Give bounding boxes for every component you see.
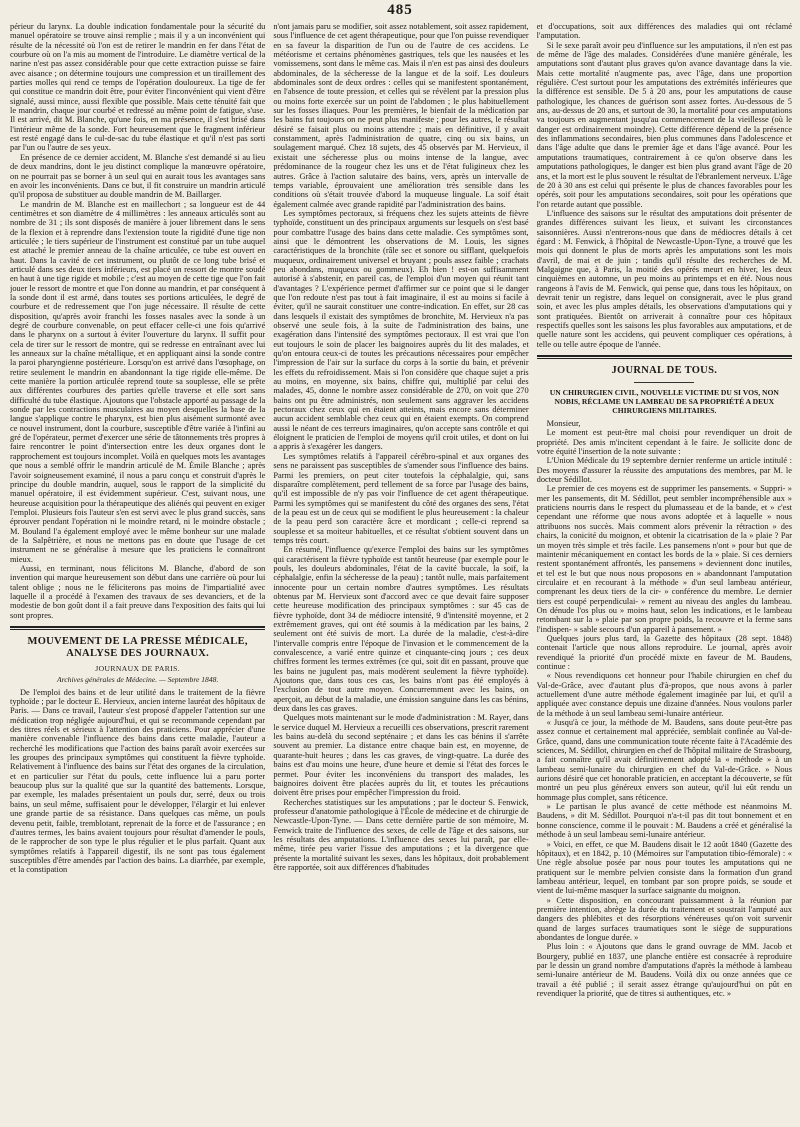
page-number: 485 (387, 2, 413, 18)
paragraph: » Voici, en effet, ce que M. Baudens disait le 12 août 1840 (Gazette des hôpitaux), et en 1842, p. 10 (Mémoires sur l'amputation tibio-fémorale) : « Une règle absolue posée par nous pour toutes les amputations qui ne pratiquent sur le membre pelvien consiste dans la formation d'un grand lambeau antérieur, lequel, en tombant par son propre poids, se soude et vient de lui-même masquer la surface saignante du moignon. (536, 839, 792, 896)
paragraph: Les symptômes pectoraux, si fréquens chez les sujets atteints de fièvre typhoïde, constituent un des principaux arguments sur lesquels on s'est basé pour combattre l'usage des bains dans cette maladie. Ces symptômes sont, ainsi que le démontrent les observations de M. Louis, les signes caractéristiques de la bronchite (râle sec et sonore ou sifflant, quelquefois muqueux, ordinairement universel et bruyant ; pouls assez faible ; crachats peu abondans, muqueux ou gommeux). Eh bien ! est-on suffisamment autorisé à s'abstenir, en pareil cas, de l'emploi d'un moyen qui réunit tant d'avantages ? L'expérience permet d'affirmer sur ce point que si le danger que l'on redoute n'est pas tout à fait imaginaire, il est au moins si facile à éviter, qu'il ne saurait constituer une contre-indication. En effet, sur 28 cas dans lesquels il existait des symptômes de bronchite, M. Hervieux n'a pas observé une seule fois, à la suite de l'administration des bains, une exagération dans l'intensité des symptômes pectoraux. Il est vrai que l'on eut toujours le soin de placer les baignoires auprès du lit des malades, et qu'on entoura ceux-ci de toutes les précautions nécessaires pour empêcher l'impression de l'air sur la surface du corps à la sortie du bain, et prévenir les effets du refroidissement. Mais si l'on considère que chaque sujet a pris au moins, en moyenne, six bains, chiffre qui, multiplié par celui des malades, 45, donne le nombre assez considérable de 270, on voit que 270 bains ont pu être administrés, non seulement sans aggraver les accidens pectoraux chez ceux qui en étaient atteints, mais encore sans déterminer aucun accident semblable chez ceux qui en étaient exempts. On comprend aussi le néant de ces terreurs imaginaires, qu'on accepte sans contrôle et qui éloignent le praticien de l'emploi de moyens qu'il croit utiles, et dont on lui a appris à s'exagérer les dangers. (273, 208, 529, 452)
section-title: JOURNAL DE TOUS. (611, 365, 718, 377)
paragraph: En résumé, l'influence qu'exerce l'emploi des bains sur les symptômes qui caractérisent la fièvre typhoïde est tantôt heureuse (par exemple pour le pouls, les douleurs abdominales, l'état de la cavité buccale, la soif, la céphalalgie, enfin la sécheresse de la peau) ; tantôt nulle, mais parfaitement innocente pour un certain nombre d'autres symptômes. Les résultats obtenus par M. Hervieux sont d'accord avec ce que devait faire supposer cette heureuse modification des principaux symptômes : sur 45 cas de fièvre typhoïde, dont 34 de médiocre intensité, 9 d'intensité moyenne, et 2 extrêmement graves, qui ont été soumis à la médication par les bains, 2 seulement ont été suivis de mort. La durée de la maladie, c'est-à-dire l'intervalle compris entre l'époque de l'invasion et le commencement de la convalescence, a varié entre quinze et cinquante-cinq jours ; ces deux chiffres forment les termes extrêmes (ce qui, soit dit en passant, prouve que les bains ne jugulent pas, mais modèrent seulement la fièvre typhoïde). Ajoutons que, dans tous ces cas, les bains n'ont pas été employés à l'exclusion de tout autre moyen. Concurremment avec les bains, on aperçoit, au début de la maladie, une émission sanguine dans les cas bénins, deux dans les cas graves. (273, 545, 529, 714)
column-2 (273, 22, 528, 1123)
section-rule-thin (537, 358, 792, 359)
paragraph: « Nous revendiquons cet honneur pour l'habile chirurgien en chef du Val-de-Grâce, avec d'autant plus d'à-propos, que nous avons à parler actuellement d'une autre méthode également imaginée par lui, et qu'il a appliquée avec constance depuis une dizaine d'années. Nous voulons parler de la méthode à un seul lambeau semi-lunaire antérieur. (536, 671, 792, 718)
paragraph: Quelques mots maintenant sur le mode d'administration : M. Rayer, dans le service duquel M. Hervieux a recueilli ces observations, prescrit rarement les bains au-delà du second septénaire ; et dans les cas bénins il s'arrête souvent au premier. La distance entre chaque bain est, en moyenne, de quarante-huit heures ; dans les cas graves, de vingt-quatre. La durée des bains est d'au moins une heure, d'une heure et demie si l'état des forces le permet. Pour éviter les inconvéniens du transport des malades, les baignoires doivent être placées auprès du lit, et toutes les précautions doivent être prises pour empêcher l'impression du froid. (273, 713, 529, 798)
section-rule (537, 355, 792, 357)
paragraph: Quelques jours plus tard, la Gazette des hôpitaux (28 sept. 1848) contenait l'article que nous allons reproduire. Le journal, après avoir revendiqué la priorité d'un procédé mixte en faveur de M. Baudens, continue : (536, 633, 792, 671)
section-rule-thin (10, 629, 265, 630)
paragraph: En présence de ce dernier accident, M. Blanche s'est demandé si au lieu de deux mandrins, dont le jeu distinct complique la manœuvre opératoire, on ne pourrait pas se borner à un seul qui en aurait tous les avantages sans en avoir les inconvénients. Dans ce but, il fit construire un mandrin articulé qu'il proposa de substituer au double mandrin de M. Baillarger. (10, 152, 266, 200)
paragraph: périeur du larynx. La double indication fondamentale pour la sécurité du manuel opératoire se trouve ainsi remplie ; mais il y a un inconvénient qui résulte de la nécessité où l'on est de retirer le mandrin en fer dans l'état de courbure où on l'a mis au moment de l'introduire. Le diamètre vertical de la narine n'est pas assez considérable pour que cette extraction puisse se faire avec aisance ; on détermine toujours une compression et un tiraillement des parties molles qui rend ce temps de l'opération douloureux. La tige de fer qui constitue ce mandrin doit être, pour éviter l'inconvénient qui vient d'être signalé, aussi mince, aussi flexible que possible. Mais cette ténuité fait que le mandrin, chaque jour courbé et redressé au même point de fatigue, s'use. Il est arrivé, dit M. Blanche, qu'une fois, en ma présence, il s'est brisé dans l'intérieur même de la sonde. Fort heureusement que le fragment inférieur est resté engagé dans le cul-de-sac du tube élastique et qu'il n'est pas sorti par l'un ou l'autre de ses yeux. (10, 22, 266, 153)
divider (634, 382, 694, 383)
paragraph: « Jusqu'à ce jour, la méthode de M. Baudens, sans doute peut-être pas assez connue et certainement mal appréciée, semblait confinée au Val-de-Grâce, quand, dans une communication toute récente faite à l'Académie des sciences, M. Sédillot, chirurgien en chef de l'hôpital militaire de Strasbourg, a fait connaître qu'il avait définitivement adopté la « méthode » à un lambeau semi-lunaire du chirurgien en chef du Val-de-Grâce. » Nous aurions désiré que cet honorable praticien, en acceptant la découverte, se fût montré un peu plus généreux envers son auteur, qu'il lui eût rendu un hommage plus complet, sans réticence. (536, 718, 792, 802)
paragraph: et d'occupations, soit aux différences des maladies qui ont réclamé l'amputation. (536, 22, 792, 41)
source-line: Archives générales de Médecine. — Septembre 1848. (56, 675, 219, 685)
letter-heading: UN CHIRURGIEN CIVIL, NOUVELLE VICTIME DU SI VOS, NON NOBIS, RÉCLAME UN LAMBEAU DE SA PROPRIÉTÉ A DEUX CHIRURGIENS MILITAIRES. (549, 388, 779, 416)
section-subtitle: JOURNAUX DE PARIS. (95, 664, 181, 673)
paragraph: De l'emploi des bains et de leur utilité dans le traitement de la fièvre typhoïde ; par le docteur E. Hervieux, ancien interne lauréat des hôpitaux de Paris. — Dans ce travail, l'auteur s'est proposé d'appeler l'attention sur une médication trop négligée aujourd'hui, et qui se recommande cependant par des titres réels et sérieux à l'attention des praticiens. Pour apprécier d'une manière convenable l'influence des bains dans cette maladie, l'auteur a recherché les modifications que l'action des bains paraît avoir exercées sur les groupes des principaux symptômes qui constituent la fièvre typhoïde. Relativement à l'influence des bains sur l'état des organes de la circulation, et en particulier sur l'état du pouls, cette influence lui a paru porter beaucoup plus sur la qualité que sur la quantité des battements. Lorsque, par exemple, les malades présentaient un pouls dur, serré, deux ou trois bains, un seul même, suffisaient pour le développer, l'élargir et lui enlever une grande partie de sa résistance. Dans quelques cas même, un pouls devenu petit, faible, tremblotant, reprenait de la force et de l'assurance ; en d'autres termes, les bains avaient toujours pour résultat d'amender le pouls, de le rapprocher de son type le plus régulier et le plus parfait. Quant aux symptômes relatifs à l'appareil digestif, ils ne sont pas tous également susceptibles d'être amendés par l'action des bains. La diarrhée, par exemple, et la constipation (10, 687, 266, 875)
paragraph: L'influence des saisons sur le résultat des amputations doit présenter de grandes différences suivant les lieux, et suivant les circonstances saisonnières. Aussi n'entrerons-nous que dans de médiocres détails à cet égard : M. Fenwick, à l'hôpital de Newcastle-Upon-Tyne, a trouvé que les mois qui donnent le plus de morts après les amputations sont les mois d'avril, de mai et de juin ; tandis qu'il résulte des recherches de M. Malgaigne que, à Paris, la moitié des opérés meurt en hiver, les deux cinquièmes en automne, un peu moins au printemps et en été. Nous nous rangeons à l'avis de M. Fenwick, qui pense que, dans tous les hôpitaux, on devrait tenir un registre, dans lequel on consignerait, avec le plus grand soin, et avec les plus amples détails, les observations d'amputations qui y sont pratiquées. Bientôt on arriverait à connaître pour ces hôpitaux respectifs quelles sont les saisons les plus favorables aux amputations, et de quelle nature sont les accidens, qui peuvent compliquer ces opérations, à telle ou telle autre époque de l'année. (536, 208, 792, 349)
column-3 (537, 22, 792, 1123)
paragraph: Le mandrin de M. Blanche est en maillechort ; sa longueur est de 44 centimètres et son diamètre de 4 millimètres : les anneaux articulés sont au nombre de 31 ; ils sont disposés de manière à jouer librement dans le sens de la flexion et à reprendre dans l'extension toute la rigidité d'une tige non articulée ; le tiers supérieur de l'instrument est constitué par un tube auquel est attaché le premier anneau de la chaîne articulée, ce tube est ouvert en haut. Dans la cavité de cet instrument, ou plutôt de ce long tube brisé et articulé dans ses deux tiers inférieurs, est placé un ressort de montre soudé en haut à une tige rigide et mobile ; c'est au moyen de cette tige que l'on fait jouer le ressort de montre et que l'on donne au mandrin, et par conséquent à la sonde dont il est armé, dans toutes ses portions articulées, le degré de courbure et de redressement que l'on juge nécessaire. Il résulte de cette disposition, qu'après avoir franchi les fosses nasales avec la sonde à un degré de courbure convenable, on peut effacer celle-ci une fois qu'arrivé dans le pharynx on a surtout à éviter l'ouverture du larynx. Il suffit pour cela de tirer sur le ressort de montre, qui se redresse en entraînant avec lui les anneaux sur la chaîne métallique, et en appliquant ainsi la sonde contre la paroi pharyngienne postérieure. Lorsqu'on est arrivé dans l'œsophage, on retire seulement le mandrin en abandonnant la tige rigide elle-même. De cette manière la portion articulée reprend toute sa souplesse, elle se prête aux différentes courbures des parties qu'elle traverse et elle sort sans difficulté du tube élastique. Ajoutons que l'obstacle apporté au passage de la sonde par les contractions musculaires au moyen desquelles la base de la langue s'applique contre le pharynx, est bien plus aisément surmonté avec ce nouvel instrument, dont la courbure, susceptible d'être variée à l'infini au gré de l'opérateur, permet d'exercer une série de tâtonnements très propres à faire rencontrer le point d'intersection entre les deux organes dont le rapprochement est toujours incomplet. Voilà en quelques mots les avantages que nous a semblé offrir le mandrin articulé de M. Émile Blanche ; après l'avoir soigneusement examiné, il nous a paru conçu et construit d'après le principe du double mandrin, auquel, sous le rapport de la simplicité du manuel opératoire, il est évidemment supérieur. C'est, suivant nous, une heureuse acquisition pour la thérapeutique des aliénés qui peuvent en exiger l'emploi. Plusieurs fois l'auteur s'en est servi avec le plus grand succès, sans éprouver pendant l'opération ni le moindre retard, ni le moindre obstacle ; M. Bouland l'a également employé avec le même bonheur sur une malade de la Salpêtrière, et nous ne mettons pas en doute que l'usage de cet instrument ne se généralise à mesure que les praticiens le connaîtront mieux. (10, 199, 266, 564)
paragraph: Le moment est peut-être mal choisi pour revendiquer un droit de propriété. Des amis m'incitent cependant à le faire. Je sollicite donc de votre équité l'insertion de la note suivante : (536, 428, 792, 457)
paragraph: » Cette disposition, en concourant puissamment à la réunion par première intention, abrège la durée du traitement et soustrait l'amputé aux dangers des phlébites et des résorptions vénéreuses qu'on voit survenir quand de larges surfaces traumatiques sont le siège de suppurations abondantes de longue durée. » (536, 895, 792, 942)
text-columns (10, 22, 792, 1123)
section-title: MOUVEMENT DE LA PRESSE MÉDICALE, ANALYSE DES JOURNAUX. (27, 636, 248, 659)
section-rule (10, 626, 265, 628)
paragraph: Plus loin : « Ajoutons que dans le grand ouvrage de MM. Jacob et Bourgery, publié en 1837, une planche entière est consacrée à reproduire par le dessin un grand nombre d'amputations d'après la méthode à lambeau semi-lunaire antérieur de M. Baudens. Voilà dix ou onze années que ce travail a été publié ; il serait assez étrange qu'aujourd'hui on pût en revendiquer la priorité, que de titres si authentiques, etc. » (536, 942, 792, 998)
salutation: Monsieur, (546, 419, 581, 429)
paragraph: n'ont jamais paru se modifier, soit assez notablement, soit assez rapidement, sous l'influence de cet agent thérapeutique, pour que l'on puisse revendiquer en sa faveur la disparition de l'un ou de l'autre de ces accidens. Le météorisme et certains phénomènes gastriques, tels que les nausées et les vomissemens, sont dans le même cas. Mais il n'en est pas ainsi des douleurs abdominales, de la sécheresse de la langue et de la soif. Les douleurs abdominales sont de deux ordres : celles qui se manifestent spontanément, en l'absence de toute pression, et celles qui se révèlent par la pression plus ou moins forte exercée sur un point de l'abdomen ; le plus habituellement sur les fosses iliaques. Pour les premières, le bienfait de la médication par les bains fut toujours on ne peut plus manifeste ; pour les autres, le résultat désiré se faisait plus ou moins attendre ; mais en définitive, il y avait constamment, après l'administration de quatre, cinq ou six bains, un soulagement marqué. Chez 18 sujets, des 45 observés par M. Hervieux, il existait une sécheresse plus ou moins intense de la langue, avec prédominance de la rougeur chez les uns et de l'état fuligineux chez les autres. Grâce à l'action salutaire des bains, vers, après un intervalle de temps variable, éprouvaient une amélioration très sensible dans les conditions où s'était trouvée d'abord la muqueuse linguale. La soif était également calmée avec grande rapidité par l'administration des bains. (273, 22, 529, 209)
paragraph: Aussi, en terminant, nous félicitons M. Blanche, d'abord de son invention qui marque heureusement son début dans une carrière où pour lui talent oblige ; nous ne le féliciterons pas moins de l'impartialité avec laquelle il a procédé à l'examen des travaux de ses devanciers, et de la modestie de bon goût dont il a fait preuve dans l'exposition des faits qui lui sont propres. (10, 563, 266, 620)
paragraph: L'Union Médicale du 19 septembre dernier renferme un article intitulé : Des moyens d'assurer la réussite des amputations des membres, par M. le docteur Sédillot. (536, 456, 792, 485)
paragraph: Si le sexe paraît avoir peu d'influence sur les amputations, il n'en est pas de même de l'âge des malades. Considérées d'une manière générale, les amputations sont d'autant plus graves qu'on avance davantage dans la vie. Mais cette mortalité n'augmente pas, avec l'âge, dans une proportion régulière. C'est surtout pour les amputations des extrémités inférieures que la différence est sensible. De 5 à 20 ans, pour les amputations de cause pathologique, les chances de guérison sont assez fortes. Au-dessous de 5 ans, au-dessus de 20 ans, et surtout de 30, la mortalité pour ces amputations va toujours en augmentant jusqu'au commencement de la vieillesse (où le danger est ordinairement moindre). Cette différence dépend de la présence des inflammations secondaires, bien plus communes dans l'adolescence et dans l'âge adulte que dans le premier âge et dans l'âge avancé. Pour les amputations traumatiques, contrairement à ce qu'on observe dans les amputations pathologiques, le danger est bien plus grand avant l'âge de 20 ans, et la mort est le plus souvent le résultat de l'ébranlement nerveux. L'âge de 20 à 30 ans est celui qui présente le plus de chances favorables pour les opérés, soit pour les amputations secondaires, soit pour les opérations que l'on retarde autant que possible. (536, 40, 792, 209)
paragraph: Le premier de ces moyens est de supprimer les pansements. « Suppri- » mer les pansements, dit M. Sédillot, peut sembler incompréhensible aux » praticiens nourris dans le respect du plumasseau et de la bande, et » c'est cependant une réforme que nous avons adoptée et à laquelle » nous attribuons nos succès. Mais comment alors prévenir la rétraction » des chairs, la conicité du moignon, et obtenir la cicatrisation de la » plaie ? Par un moyen très simple et très facile. Les pansemens n'ont » pour but que de maintenir mécaniquement en contact les bords de la » plaie. Si ces derniers restent spontanément affrontés, les pansemens » deviennent donc inutiles, et tel est le but que nous nous proposons en » abandonnant l'amputation circulaire et en recourant à la méthode » d'un seul lambeau antérieur, comprenant les deux tiers de la cir- » conférence du membre. Le dernier tiers est coupé perpendiculai- » rement au niveau des angles du lambeau. On dénude l'os plus ou » moins haut, selon les indications, et le lambeau retombant sur la » plaie par son propre poids, la recouvre et la ferme sans l'indispen- » sable secours d'un appareil à pansement. » (536, 484, 792, 634)
paragraph: Recherches statistiques sur les amputations ; par le docteur S. Fenwick, professeur d'anatomie pathologique à l'École de médecine et de chirurgie de Newcastle-Upon-Tyne. — Dans cette dernière partie de son mémoire, M. Fenwick traite de l'influence des sexes, de celle de l'âge et des saisons, sur les résultats des amputations. L'influence des sexes lui paraît, par elle-même, tirée peu varier l'issue des amputations ; et la divergence que présente la mortalité suivant les sexes, dans les hôpitaux, doit probablement être rapportée, soit aux différences d'habitudes (273, 797, 529, 872)
paragraph: » Le partisan le plus avancé de cette méthode est néanmoins M. Baudens, » dit M. Sédillot. Pourquoi n'a-t-il pas dit tout bonnement et en bonne conscience, comme il le pouvait : M. Baudens a créé et généralisé la méthode à un seul lambeau semi-lunaire antérieur. (536, 802, 792, 840)
column-1 (10, 22, 265, 1123)
paragraph: Les symptômes relatifs à l'appareil cérébro-spinal et aux organes des sens ne paraissent pas susceptibles de s'amender sous l'influence des bains. Parmi les premiers, on peut citer toutefois la céphalalgie, qui, sans disparaître complètement, perd tellement de sa force par l'usage des bains, qu'il est impossible de n'y pas voir l'influence de cet agent thérapeutique. Parmi les symptômes qui se manifestent du côté des organes des sens, l'état de la peau est un de ceux qui se modifient le plus heureusement : la chaleur de la peau perd son caractère âcre et mordicant ; celle-ci reprend sa souplesse et sa moiteur habituelles, et ce résultat s'obtient souvent dans un temps très court. (273, 451, 529, 545)
